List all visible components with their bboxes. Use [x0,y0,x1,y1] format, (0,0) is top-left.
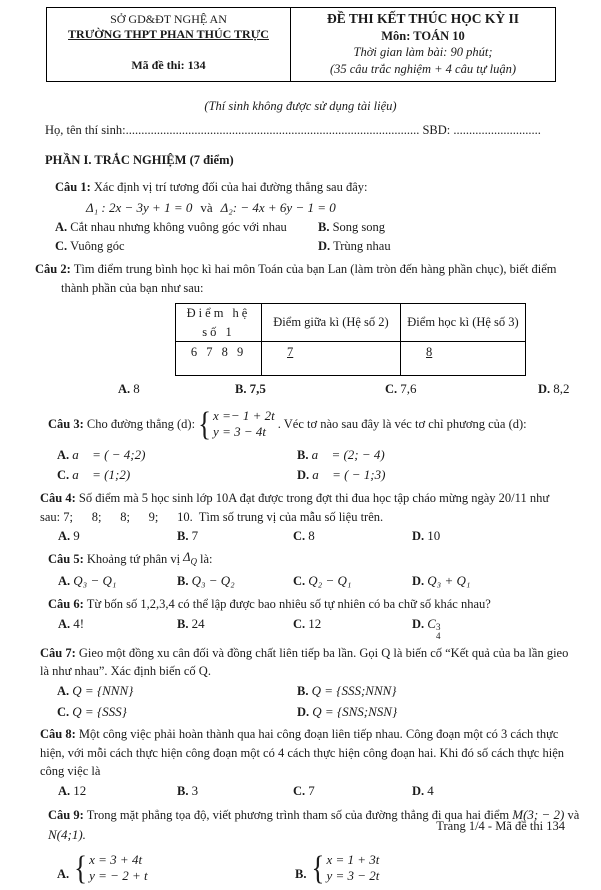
question-7-label: Câu 7: [40,645,76,660]
option-a-value: 12 [73,783,87,799]
option-a [58,781,177,802]
exam-title: ĐỀ THI KẾT THÚC HỌC KỲ II [326,11,520,26]
option-c-letter: C. [57,704,70,719]
option-b-letter: B. [177,529,189,544]
option-b-value: 3 [191,783,199,799]
question-5-pre: Khoảng tứ phân vị [86,552,181,567]
option-b-value: Q₃ − Q₂ [191,573,235,589]
delta2-equation: Δ₂: − 4x + 6y − 1 = 0 [220,200,336,215]
parametric-system [198,404,275,443]
student-name-blank: .............................................................................................. [125,122,420,137]
cell-heso1: 6 7 8 9 [176,342,262,376]
option-c-letter: C. [57,468,70,483]
question-1 [55,178,601,197]
page-footer: Trang 1/4 - Mã đề thi 134 [436,819,565,833]
exam-subject: Môn: TOÁN 10 [381,28,465,43]
notice-line: (Thí sinh không được sử dụng tài liệu) [204,99,397,113]
option-a [58,571,177,592]
delta-q-symbol [183,550,197,567]
question-6-label: Câu 6: [48,596,84,611]
question-4-line2: sau: 7; 8; 8; 9; 10. Tìm số trung vị của mẫu số liệu trên. [40,509,384,524]
option-b [297,681,601,701]
header-right-cell [291,8,555,81]
combination-subscript: 4 [435,630,441,641]
system-line-y: y = 3 − 4t [213,424,266,440]
student-name-label: Họ, tên thí sinh: [45,122,126,137]
option-b [235,379,385,400]
option-c-letter: C. [293,616,306,631]
question-7-line1 [40,644,601,663]
option-c [57,702,297,722]
question-1-formula [86,198,601,218]
option-b [318,218,601,237]
question-9-label: Câu 9: [48,807,84,822]
option-a-letter: A. [57,448,70,463]
system-line-y: y = − 2 + t [89,868,148,884]
question-5-options [58,571,601,592]
cell-hocki [401,342,526,376]
question-2 [35,260,601,400]
question-8-label: Câu 8: [40,726,76,741]
option-d-value: Q = {SNS;NSN} [312,703,398,719]
question-4-options [58,526,601,547]
option-b-letter: B. [297,684,309,699]
option-a-letter: A. [55,219,68,234]
department-name: SỞ GD&ĐT NGHỆ AN [110,12,227,26]
option-c-letter: C. [293,574,306,589]
option-b-value: a⃗ = (2; − 4) [311,447,385,463]
option-d [412,781,434,802]
combination-indices [436,623,441,641]
option-d-letter: D. [538,382,551,397]
question-2-text1: Tìm điểm trung bình học kì hai môn Toán của bạn Lan (làm tròn đến hàng phần chục), biết điểm [73,262,557,277]
question-1-label: Câu 1: [55,180,91,195]
option-a [58,526,177,547]
option-d-letter: D. [412,616,425,631]
option-c [55,237,318,256]
left-brace: { [74,848,88,887]
option-c [293,571,412,592]
option-b [177,781,293,802]
option-a [57,445,297,465]
conjunction: và [567,807,580,822]
system-lines [213,408,275,441]
option-a-letter: A. [58,784,71,799]
option-c [293,781,412,802]
question-2-line2: thành phần của bạn như sau: [61,281,204,295]
sbd-label: SBD: [422,122,451,137]
option-b-letter: B. [177,574,189,589]
option-a-letter: A. [118,382,131,397]
question-3-label: Câu 3: [48,416,84,431]
left-brace: { [198,404,212,443]
cell-giuaki-value: 7 [287,345,294,360]
option-c-letter: C. [55,238,68,253]
option-b-letter: B. [177,616,189,631]
question-1-options [55,218,601,257]
question-5 [48,550,601,571]
option-d-letter: D. [318,238,331,253]
question-6 [48,595,601,614]
option-b-text: Song song [332,219,386,234]
option-b [177,614,293,641]
cell-giuaki [262,342,401,376]
option-a-value: a⃗ = ( − 4;2) [72,447,146,463]
system-line-x: x = 1 + 3t [326,851,380,867]
option-c [385,379,538,400]
option-c [57,465,297,485]
question-2-line1 [35,260,601,279]
question-8-line3: công việc là [40,764,101,779]
option-d [538,379,570,400]
option-b-letter: B. [235,382,247,397]
section-title: PHẦN I. TRẮC NGHIỆM (7 điểm) [45,152,234,167]
delta1-equation: Δ₁ : 2x − 3y + 1 = 0 [86,200,193,215]
option-b [177,526,293,547]
option-c-value: Q₂ − Q₁ [308,573,352,589]
option-a-value: 9 [73,528,80,544]
option-d [412,526,440,547]
option-c-value: 7 [308,783,315,799]
question-8-options [58,781,601,802]
question-7 [40,644,601,682]
table-header-row [176,303,526,342]
option-c-letter: C. [293,529,306,544]
option-c [293,526,412,547]
student-info-line [45,121,601,140]
option-d [412,571,470,592]
point-n: N(4;1). [48,826,86,842]
question-2-label: Câu 2: [35,262,71,277]
header-box [46,7,556,82]
conjunction: và [200,200,213,215]
table-data-row [176,342,526,376]
question-2-options [118,379,601,400]
option-a-value: Q₃ − Q₁ [73,573,117,589]
option-c-text: Vuông góc [70,238,125,253]
option-d-letter: D. [297,704,310,719]
option-a-letter: A. [58,529,71,544]
option-a-letter: A. [58,616,71,631]
delta-glyph: Δ [183,550,191,565]
option-a [58,614,177,641]
system-line-x: x =− 1 + 2t [213,407,275,423]
question-9-options [57,846,601,890]
option-c-value: 8 [308,528,315,544]
option-b-letter: B. [297,448,309,463]
system-line-x: x = 3 + 4t [89,851,143,867]
score-table-wrap [175,303,601,377]
option-b-value: Q = {SSS;NNN} [311,683,397,699]
exam-code: Mã đề thi: 134 [131,57,206,72]
point-m: M(3; − 2) [512,806,565,822]
header-hocki: Điểm học kì (Hệ số 3) [401,303,526,342]
question-4-line1 [40,489,601,508]
cell-hocki-value: 8 [426,345,433,360]
question-3-pre: Cho đường thẳng (d): [86,416,196,431]
option-d [412,614,440,641]
option-d-value: 4 [427,783,434,799]
option-a [57,681,297,701]
exam-format: (35 câu trắc nghiệm + 4 câu tự luận) [329,61,517,76]
option-d-letter: D. [412,529,425,544]
delta-subscript: Q [190,556,197,567]
option-a [57,846,295,890]
question-8 [40,725,601,781]
question-1-text: Xác định vị trí tương đối của hai đường thẳng sau đây: [93,180,368,195]
option-a-value: 8 [133,381,140,397]
score-table [175,303,526,377]
option-b-letter: B. [318,219,330,234]
option-b-system [311,848,380,887]
option-b [297,445,601,465]
question-8-line1 [40,725,601,744]
option-c-letter: C. [385,382,398,397]
option-d-value: 10 [427,528,441,544]
option-c-value: Q = {SSS} [72,703,127,719]
option-a [55,218,318,237]
option-c-value: a⃗ = (1;2) [72,467,131,483]
sbd-blank: ............................ [453,122,541,137]
option-b-letter: B. [177,784,189,799]
question-6-text: Từ bốn số 1,2,3,4 có thể lập được bao nhiêu số tự nhiên có ba chữ số khác nhau? [86,596,491,611]
question-3 [48,403,601,445]
option-b [295,846,601,890]
option-d-letter: D. [412,574,425,589]
option-a-letter: A. [58,574,71,589]
header-giuaki: Điểm giữa kì (Hệ số 2) [262,303,401,342]
option-c [293,614,412,641]
option-d-value: Q₃ + Q₁ [427,573,471,589]
question-5-label: Câu 5: [48,552,84,567]
option-c-value: 12 [308,615,322,631]
combination-superscript: 3 [435,621,441,632]
option-d-value: 8,2 [553,381,570,397]
option-d [318,237,601,256]
question-7-text1: Gieo một đồng xu cân đối và đồng chất liên tiếp ba lần. Gọi Q là biến cố “Kết quả của ba lần gieo [78,645,569,660]
option-d-text: Trùng nhau [333,238,391,253]
option-b-value: 7,5 [249,381,266,397]
question-4 [40,489,601,527]
option-b [177,571,293,592]
option-c-letter: C. [293,784,306,799]
system-lines [89,852,147,885]
option-b-value: 24 [191,615,205,631]
option-c-value: 7,6 [400,381,417,397]
exam-duration: Thời gian làm bài: 90 phút; [353,45,493,60]
question-5-post: là: [199,552,213,567]
question-4-label: Câu 4: [40,490,76,505]
question-8-text1: Một công việc phải hoàn thành qua hai công đoạn liên tiếp nhau. Công đoạn một có 3 cách thực [78,726,559,741]
school-name: TRƯỜNG THPT PHAN THÚC TRỰC [68,27,269,41]
question-7-options [57,681,601,722]
option-a-text: Cắt nhau nhưng không vuông góc với nhau [70,219,287,234]
question-4-text1: Số điểm mà 5 học sinh lớp 10A đạt được trong đợt thi đua học tập cháo mừng ngày 20/11 như [78,490,550,505]
option-b-letter: B. [295,866,307,881]
option-a-value: Q = {NNN} [72,683,134,699]
left-brace: { [311,848,325,887]
option-d-letter: D. [297,468,310,483]
option-d [297,702,601,722]
exam-content [0,82,601,890]
option-a-system [74,848,148,887]
option-a-letter: A. [57,866,70,881]
question-7-line2: là như nhau”. Xác định biến cố Q. [40,664,211,679]
system-line-y: y = 3 − 2t [326,868,380,884]
question-9-text: Trong mặt phẳng tọa độ, viết phương trình tham số của đường thẳng đi qua hai điểm [86,807,510,822]
header-heso1: Điểm hệ số 1 [176,303,262,342]
option-d [297,465,601,485]
option-a-letter: A. [57,684,70,699]
option-a-value: 4! [73,615,85,631]
question-3-options [57,445,601,486]
option-d-letter: D. [412,784,425,799]
question-3-post: . Véc tơ nào sau đây là véc tơ chỉ phương của (d): [277,416,527,431]
question-8-line2: hiện, với mỗi cách thực hiện công đoạn một có 4 cách thực hiện công đoạn hai. Khi đó số cách thực hiện [40,745,565,760]
header-left-cell [47,8,291,81]
option-d-base: C [427,615,436,631]
option-d-value: a⃗ = ( − 1;3) [312,467,386,483]
option-b-value: 7 [191,528,199,544]
question-6-options [58,614,601,641]
system-lines [326,852,379,885]
option-a [118,379,235,400]
